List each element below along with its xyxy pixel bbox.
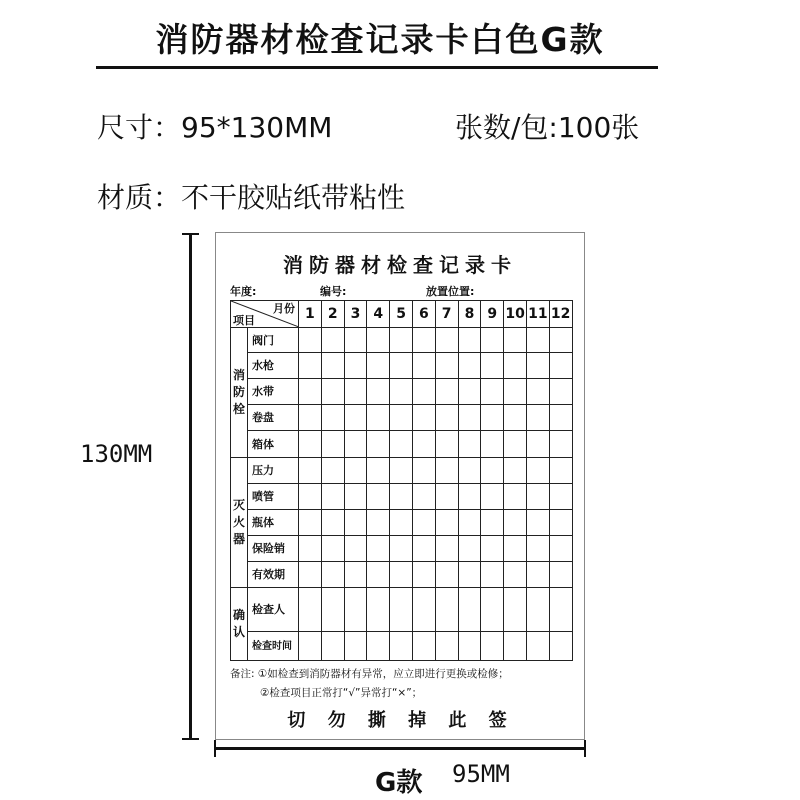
- check-cell[interactable]: [344, 431, 367, 458]
- check-cell[interactable]: [299, 484, 322, 510]
- header-corner-cell: [231, 301, 299, 328]
- check-cell[interactable]: [299, 405, 322, 431]
- check-cell[interactable]: [367, 379, 390, 405]
- check-cell[interactable]: [390, 588, 413, 632]
- check-cell[interactable]: [299, 379, 322, 405]
- group-cell: [231, 328, 248, 458]
- size-spec: 尺寸：95*130MM: [97, 111, 333, 144]
- check-cell[interactable]: [299, 328, 322, 353]
- check-cell[interactable]: [526, 458, 549, 484]
- check-cell[interactable]: [526, 353, 549, 379]
- check-cell[interactable]: [458, 379, 481, 405]
- page-title: 消防器材检查记录卡白色G款: [155, 20, 605, 59]
- month-header-cell: 12: [549, 301, 572, 328]
- month-header-cell: 6: [412, 301, 435, 328]
- inspection-card: [215, 232, 585, 740]
- check-cell[interactable]: [504, 405, 527, 431]
- group-cell: [231, 588, 248, 661]
- check-cell[interactable]: [481, 484, 504, 510]
- check-cell[interactable]: [412, 458, 435, 484]
- check-cell[interactable]: [504, 562, 527, 588]
- check-cell[interactable]: [390, 632, 413, 661]
- check-cell[interactable]: [481, 536, 504, 562]
- check-cell[interactable]: [390, 379, 413, 405]
- item-label: 有效期: [248, 562, 299, 588]
- check-cell[interactable]: [458, 431, 481, 458]
- check-cell[interactable]: [299, 632, 322, 661]
- check-cell[interactable]: [481, 431, 504, 458]
- check-cell[interactable]: [321, 431, 344, 458]
- check-cell[interactable]: [526, 536, 549, 562]
- check-cell[interactable]: [549, 458, 572, 484]
- item-label: 卷盘: [248, 405, 299, 431]
- group-label: 灭火器: [232, 498, 245, 546]
- check-cell[interactable]: [504, 353, 527, 379]
- check-cell[interactable]: [458, 562, 481, 588]
- check-cell[interactable]: [344, 405, 367, 431]
- month-header-cell: 4: [367, 301, 390, 328]
- check-cell[interactable]: [526, 510, 549, 536]
- check-cell[interactable]: [458, 353, 481, 379]
- check-cell[interactable]: [458, 588, 481, 632]
- check-cell[interactable]: [412, 510, 435, 536]
- check-cell[interactable]: [458, 328, 481, 353]
- check-cell[interactable]: [458, 458, 481, 484]
- check-cell[interactable]: [549, 484, 572, 510]
- check-cell[interactable]: [344, 562, 367, 588]
- check-cell[interactable]: [299, 353, 322, 379]
- month-header-cell: 5: [390, 301, 413, 328]
- check-cell[interactable]: [390, 405, 413, 431]
- check-cell[interactable]: [549, 510, 572, 536]
- check-cell[interactable]: [458, 536, 481, 562]
- card-title: 消防器材检查记录卡: [283, 253, 517, 277]
- check-cell[interactable]: [321, 536, 344, 562]
- month-header-cell: 10: [504, 301, 527, 328]
- check-cell[interactable]: [435, 431, 458, 458]
- check-cell[interactable]: [412, 536, 435, 562]
- item-label: 压力: [248, 458, 299, 484]
- item-header: 项目: [233, 314, 255, 327]
- check-cell[interactable]: [390, 458, 413, 484]
- check-cell[interactable]: [299, 562, 322, 588]
- check-cell[interactable]: [412, 588, 435, 632]
- check-cell[interactable]: [299, 588, 322, 632]
- check-cell[interactable]: [481, 588, 504, 632]
- check-cell[interactable]: [549, 632, 572, 661]
- check-cell[interactable]: [344, 510, 367, 536]
- check-cell[interactable]: [435, 458, 458, 484]
- check-cell[interactable]: [504, 431, 527, 458]
- check-cell[interactable]: [321, 510, 344, 536]
- check-cell[interactable]: [504, 632, 527, 661]
- check-cell[interactable]: [504, 379, 527, 405]
- check-cell[interactable]: [435, 328, 458, 353]
- check-cell[interactable]: [481, 379, 504, 405]
- check-cell[interactable]: [435, 562, 458, 588]
- item-label: 箱体: [248, 431, 299, 458]
- check-cell[interactable]: [412, 405, 435, 431]
- check-cell[interactable]: [526, 632, 549, 661]
- width-label: 95MM: [452, 760, 510, 788]
- check-cell[interactable]: [481, 510, 504, 536]
- check-cell[interactable]: [344, 632, 367, 661]
- height-dimension-line: [189, 233, 192, 740]
- check-cell[interactable]: [481, 353, 504, 379]
- note-1: 备注: ①如检查到消防器材有异常，应立即进行更换或检修；: [230, 668, 509, 680]
- item-label: 阀门: [248, 328, 299, 353]
- check-cell[interactable]: [435, 484, 458, 510]
- item-label: 水枪: [248, 353, 299, 379]
- card-body: [230, 300, 572, 732]
- check-cell[interactable]: [390, 328, 413, 353]
- check-cell[interactable]: [390, 353, 413, 379]
- check-cell[interactable]: [435, 353, 458, 379]
- check-cell[interactable]: [504, 484, 527, 510]
- check-cell[interactable]: [321, 405, 344, 431]
- do-not-remove-warning: 切 勿 撕 掉 此 签: [287, 710, 515, 731]
- month-header-cell: 8: [458, 301, 481, 328]
- check-cell[interactable]: [367, 562, 390, 588]
- check-cell[interactable]: [549, 379, 572, 405]
- check-cell[interactable]: [549, 405, 572, 431]
- check-cell[interactable]: [481, 458, 504, 484]
- check-cell[interactable]: [549, 588, 572, 632]
- check-cell[interactable]: [321, 328, 344, 353]
- check-cell[interactable]: [321, 379, 344, 405]
- pack-spec: 张数/包:100张: [455, 111, 640, 144]
- month-header-cell: 11: [526, 301, 549, 328]
- dimension-cap: [584, 740, 586, 757]
- material-spec: 材质：不干胶贴纸带粘性: [97, 181, 406, 214]
- check-cell[interactable]: [458, 405, 481, 431]
- group-cell: [231, 458, 248, 588]
- check-cell[interactable]: [481, 328, 504, 353]
- check-cell[interactable]: [321, 588, 344, 632]
- check-cell[interactable]: [299, 510, 322, 536]
- check-cell[interactable]: [321, 484, 344, 510]
- month-header: 月份: [273, 302, 295, 315]
- check-cell[interactable]: [390, 536, 413, 562]
- check-cell[interactable]: [435, 588, 458, 632]
- check-cell[interactable]: [526, 328, 549, 353]
- check-cell[interactable]: [321, 632, 344, 661]
- check-cell[interactable]: [367, 458, 390, 484]
- check-cell[interactable]: [526, 405, 549, 431]
- note-2: ②检查项目正常打“√”异常打“×”；: [260, 687, 423, 699]
- check-cell[interactable]: [549, 562, 572, 588]
- check-cell[interactable]: [367, 431, 390, 458]
- dimension-cap: [214, 740, 216, 757]
- check-cell[interactable]: [344, 484, 367, 510]
- check-cell[interactable]: [526, 588, 549, 632]
- month-header-cell: 3: [344, 301, 367, 328]
- check-cell[interactable]: [526, 379, 549, 405]
- inspection-table: [230, 300, 573, 661]
- check-cell[interactable]: [481, 405, 504, 431]
- check-cell[interactable]: [458, 484, 481, 510]
- check-cell[interactable]: [549, 353, 572, 379]
- check-cell[interactable]: [412, 431, 435, 458]
- check-cell[interactable]: [526, 484, 549, 510]
- check-cell[interactable]: [458, 510, 481, 536]
- check-cell[interactable]: [344, 536, 367, 562]
- check-cell[interactable]: [435, 405, 458, 431]
- location-label: 放置位置:: [426, 285, 475, 298]
- check-cell[interactable]: [344, 458, 367, 484]
- check-cell[interactable]: [390, 510, 413, 536]
- check-cell[interactable]: [481, 632, 504, 661]
- check-cell[interactable]: [412, 353, 435, 379]
- check-cell[interactable]: [412, 328, 435, 353]
- check-cell[interactable]: [299, 431, 322, 458]
- check-cell[interactable]: [526, 562, 549, 588]
- check-cell[interactable]: [299, 458, 322, 484]
- check-cell[interactable]: [435, 536, 458, 562]
- check-cell[interactable]: [412, 379, 435, 405]
- check-cell[interactable]: [299, 536, 322, 562]
- check-cell[interactable]: [481, 562, 504, 588]
- item-label: 瓶体: [248, 510, 299, 536]
- check-cell[interactable]: [435, 379, 458, 405]
- item-label: 检查人: [248, 588, 299, 632]
- check-cell[interactable]: [344, 588, 367, 632]
- check-cell[interactable]: [458, 632, 481, 661]
- check-cell[interactable]: [504, 536, 527, 562]
- month-header-cell: 7: [435, 301, 458, 328]
- month-header-cell: 9: [481, 301, 504, 328]
- item-label: 保险销: [248, 536, 299, 562]
- check-cell[interactable]: [549, 328, 572, 353]
- check-cell[interactable]: [321, 562, 344, 588]
- year-label: 年度:: [230, 285, 257, 298]
- check-cell[interactable]: [367, 353, 390, 379]
- item-label: 检查时间: [248, 632, 299, 661]
- check-cell[interactable]: [412, 632, 435, 661]
- check-cell[interactable]: [344, 379, 367, 405]
- check-cell[interactable]: [504, 328, 527, 353]
- group-label: 消防栓: [232, 368, 245, 416]
- check-cell[interactable]: [390, 431, 413, 458]
- check-cell[interactable]: [321, 458, 344, 484]
- check-cell[interactable]: [367, 510, 390, 536]
- title-underline: [96, 66, 658, 69]
- group-label: 确认: [232, 608, 245, 639]
- month-header-cell: 1: [299, 301, 322, 328]
- item-label: 水带: [248, 379, 299, 405]
- check-cell[interactable]: [367, 588, 390, 632]
- check-cell[interactable]: [344, 328, 367, 353]
- width-dimension-line: [215, 747, 585, 750]
- model-label: G款: [375, 768, 423, 798]
- check-cell[interactable]: [367, 484, 390, 510]
- check-cell[interactable]: [504, 588, 527, 632]
- check-cell[interactable]: [367, 405, 390, 431]
- check-cell[interactable]: [390, 484, 413, 510]
- check-cell[interactable]: [367, 328, 390, 353]
- number-label: 编号:: [320, 285, 347, 298]
- check-cell[interactable]: [367, 632, 390, 661]
- month-header-cell: 2: [321, 301, 344, 328]
- dimension-cap: [182, 233, 199, 235]
- dimension-cap: [182, 738, 199, 740]
- check-cell[interactable]: [435, 632, 458, 661]
- check-cell[interactable]: [526, 431, 549, 458]
- check-cell[interactable]: [344, 353, 367, 379]
- item-label: 喷管: [248, 484, 299, 510]
- check-cell[interactable]: [412, 484, 435, 510]
- check-cell[interactable]: [504, 458, 527, 484]
- height-label: 130MM: [80, 440, 153, 468]
- check-cell[interactable]: [390, 562, 413, 588]
- check-cell[interactable]: [367, 536, 390, 562]
- check-cell[interactable]: [549, 536, 572, 562]
- check-cell[interactable]: [321, 353, 344, 379]
- check-cell[interactable]: [504, 510, 527, 536]
- check-cell[interactable]: [412, 562, 435, 588]
- check-cell[interactable]: [435, 510, 458, 536]
- check-cell[interactable]: [549, 431, 572, 458]
